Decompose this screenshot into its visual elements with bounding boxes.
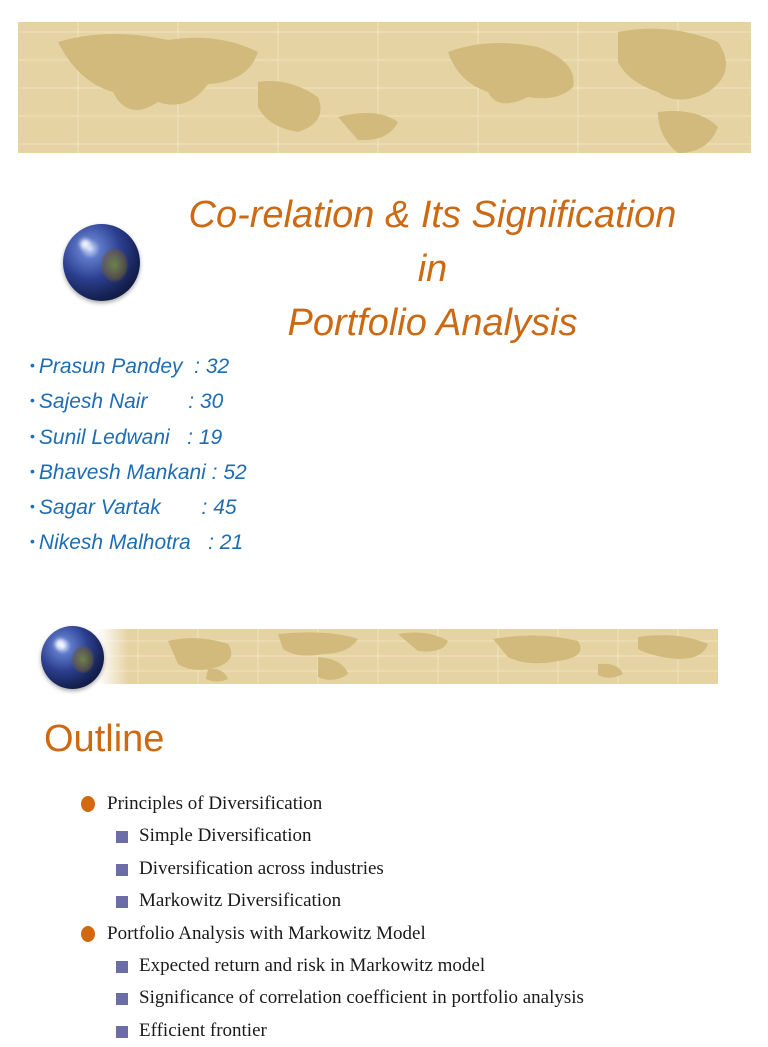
outline-text: Simple Diversification [139,825,312,847]
member-item [30,491,247,526]
globe-icon [41,626,104,689]
outline-text: Significance of correlation coefficient in portfolio analysis [139,987,584,1009]
outline-text: Expected return and risk in Markowitz model [139,954,486,976]
outline-subitem [80,885,584,917]
member-item [30,526,247,561]
title-line-3: Portfolio Analysis [287,302,578,344]
member-text: Prasun Pandey : 32 [38,355,230,378]
outline-item [80,918,584,950]
purple-square-bullet-icon [116,864,128,876]
member-bullet: • [30,357,35,373]
purple-square-bullet-icon [116,993,128,1005]
member-list [30,350,247,562]
world-map-banner [18,22,751,153]
slide-title [150,188,715,350]
member-bullet: • [30,462,35,479]
world-map-strip [98,629,718,684]
outline-text: Diversification across industries [139,857,384,879]
member-item [30,456,247,491]
orange-circle-bullet-icon [81,796,95,812]
member-text: Sunil Ledwani : 19 [38,425,223,449]
purple-square-bullet-icon [116,961,128,973]
outline-heading: Outline [44,718,165,760]
purple-square-bullet-icon [116,896,128,908]
outline-subitem [80,1015,584,1047]
outline-subitem [80,982,584,1014]
member-bullet: • [30,498,35,515]
member-item [30,385,247,420]
member-item [30,421,247,456]
member-text: Sagar Vartak : 45 [38,496,237,520]
title-line-1: Co-relation & Its Signification [188,194,677,236]
member-bullet: • [30,533,35,550]
purple-square-bullet-icon [116,1026,128,1038]
outline-subitem [80,853,584,885]
outline-subitem [80,950,584,982]
member-text: Nikesh Malhotra : 21 [38,531,244,555]
member-bullet: • [30,427,35,444]
outline-text: Markowitz Diversification [139,890,342,912]
outline-item [80,788,584,820]
member-text: Bhavesh Mankani : 52 [38,460,247,484]
globe-icon [63,224,140,301]
orange-circle-bullet-icon [81,926,95,942]
member-item [30,350,247,385]
outline-list [80,788,584,1047]
outline-text: Portfolio Analysis with Markowitz Model [107,922,426,944]
title-line-2: in [417,248,448,290]
purple-square-bullet-icon [116,831,128,843]
outline-subitem [80,820,584,852]
outline-text: Principles of Diversification [107,793,323,814]
member-text: Sajesh Nair : 30 [38,390,224,414]
outline-text: Efficient frontier [139,1019,267,1041]
member-bullet: • [30,392,35,409]
